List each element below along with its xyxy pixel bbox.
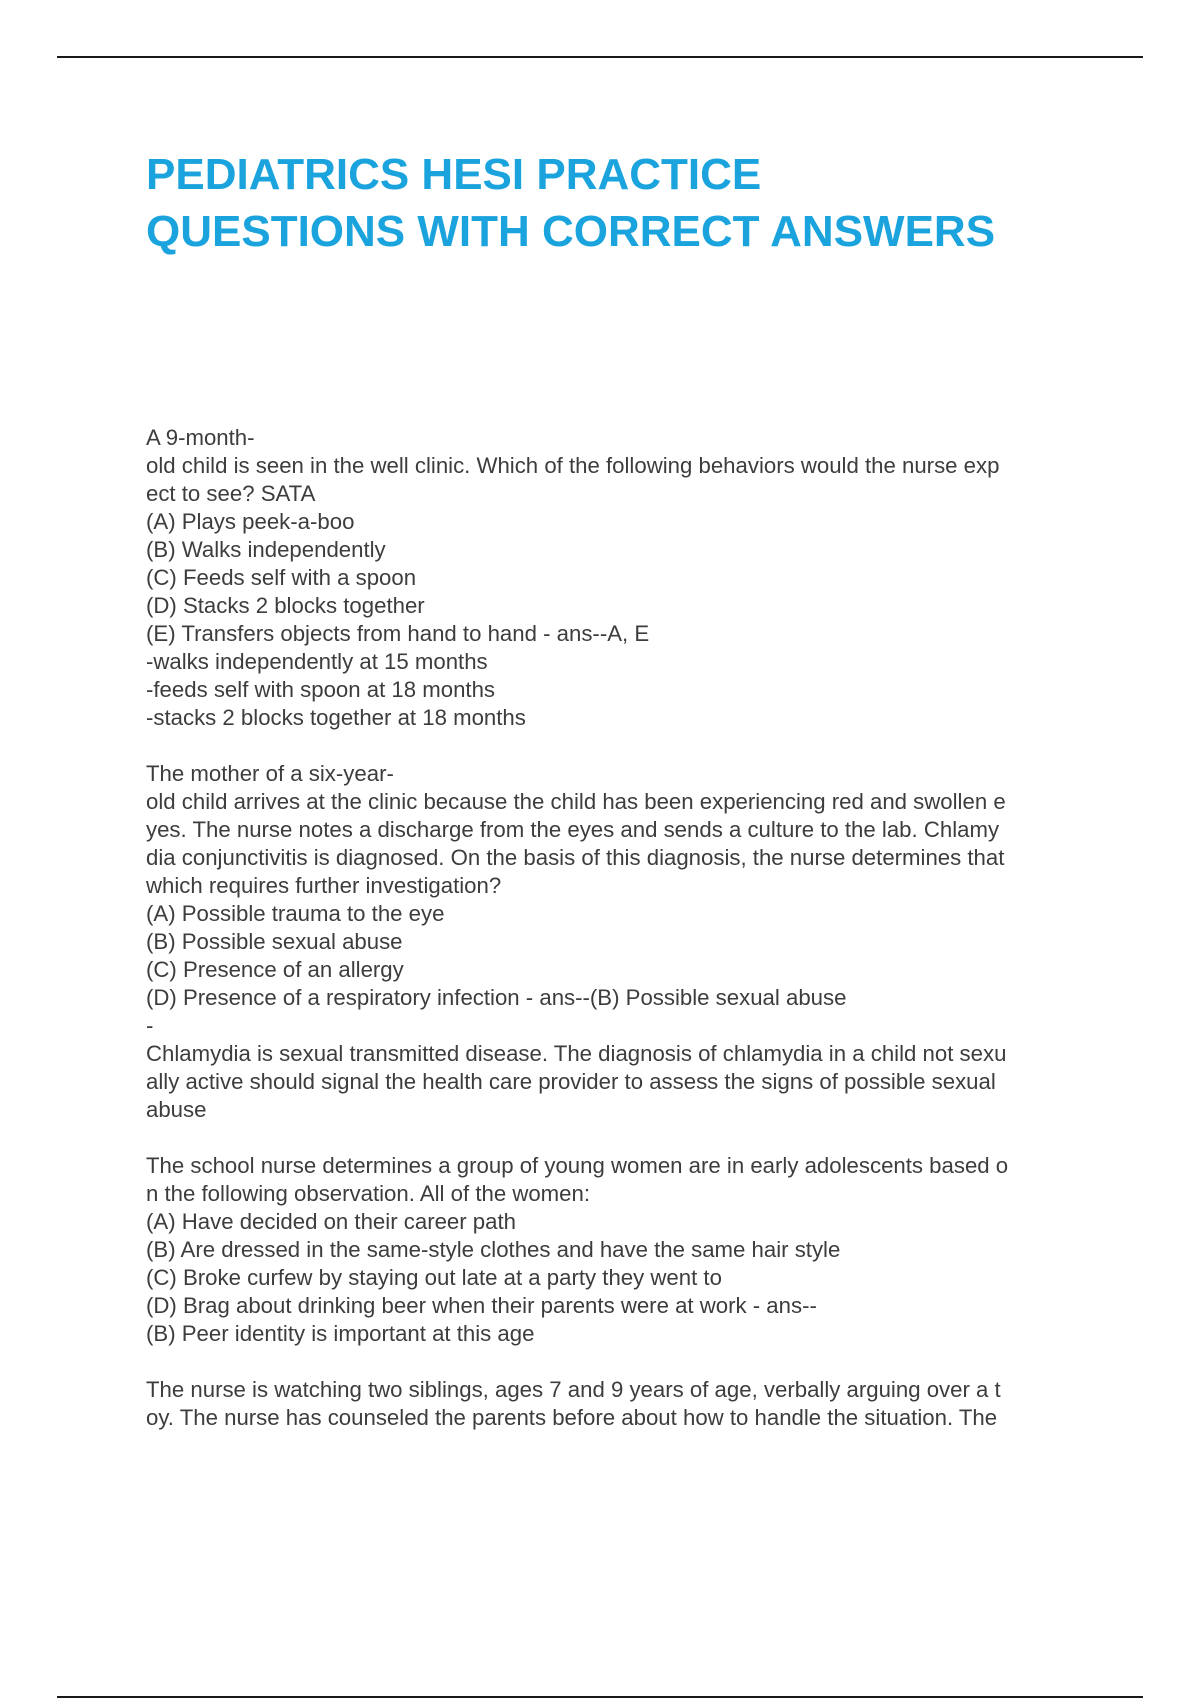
text-line: -: [146, 1013, 154, 1038]
text-line: (A) Plays peek-a-boo: [146, 509, 355, 534]
text-line: A 9-month-: [146, 425, 255, 450]
text-line: ally active should signal the health care provider to assess the signs of possible sexual: [146, 1069, 996, 1094]
bottom-rule: [57, 1696, 1143, 1698]
text-line: Chlamydia is sexual transmitted disease. The diagnosis of chlamydia in a child not sexu: [146, 1041, 1007, 1066]
top-rule: [57, 56, 1143, 58]
text-line: (C) Feeds self with a spoon: [146, 565, 417, 590]
text-line: dia conjunctivitis is diagnosed. On the basis of this diagnosis, the nurse determines that: [146, 845, 1005, 870]
blank-line: [146, 1124, 1106, 1152]
text-line: -stacks 2 blocks together at 18 months: [146, 705, 526, 730]
text-line: -feeds self with spoon at 18 months: [146, 677, 496, 702]
text-line: oy. The nurse has counseled the parents before about how to handle the situation. The: [146, 1405, 998, 1430]
text-line: (D) Presence of a respiratory infection - ans--(B) Possible sexual abuse: [146, 985, 847, 1010]
document-body: [146, 424, 1106, 1432]
text-line: (B) Walks independently: [146, 537, 386, 562]
text-line: (A) Possible trauma to the eye: [146, 901, 445, 926]
text-line: The nurse is watching two siblings, ages 7 and 9 years of age, verbally arguing over a t: [146, 1377, 1001, 1402]
text-line: The school nurse determines a group of young women are in early adolescents based o: [146, 1153, 1009, 1178]
text-line: old child is seen in the well clinic. Which of the following behaviors would the nurse exp: [146, 453, 1000, 478]
text-line: yes. The nurse notes a discharge from the eyes and sends a culture to the lab. Chlamy: [146, 817, 1000, 842]
text-line: (A) Have decided on their career path: [146, 1209, 516, 1234]
text-line: -walks independently at 15 months: [146, 649, 488, 674]
title-line-2: QUESTIONS WITH CORRECT ANSWERS: [146, 207, 996, 256]
text-line: abuse: [146, 1097, 207, 1122]
text-line: (D) Stacks 2 blocks together: [146, 593, 425, 618]
blank-line: [146, 732, 1106, 760]
text-line: (E) Transfers objects from hand to hand - ans--A, E: [146, 621, 650, 646]
text-line: ect to see? SATA: [146, 481, 316, 506]
text-line: which requires further investigation?: [146, 873, 502, 898]
document-title: [146, 146, 1106, 260]
text-line: (B) Peer identity is important at this age: [146, 1321, 535, 1346]
text-line: (C) Broke curfew by staying out late at a party they went to: [146, 1265, 722, 1290]
text-line: (D) Brag about drinking beer when their parents were at work - ans--: [146, 1293, 817, 1318]
text-line: The mother of a six-year-: [146, 761, 394, 786]
text-line: n the following observation. All of the women:: [146, 1181, 591, 1206]
title-line-1: PEDIATRICS HESI PRACTICE: [146, 150, 762, 199]
text-line: old child arrives at the clinic because the child has been experiencing red and swollen e: [146, 789, 1006, 814]
text-line: (B) Are dressed in the same-style clothes and have the same hair style: [146, 1237, 841, 1262]
text-line: (B) Possible sexual abuse: [146, 929, 403, 954]
blank-line: [146, 1348, 1106, 1376]
text-line: (C) Presence of an allergy: [146, 957, 404, 982]
